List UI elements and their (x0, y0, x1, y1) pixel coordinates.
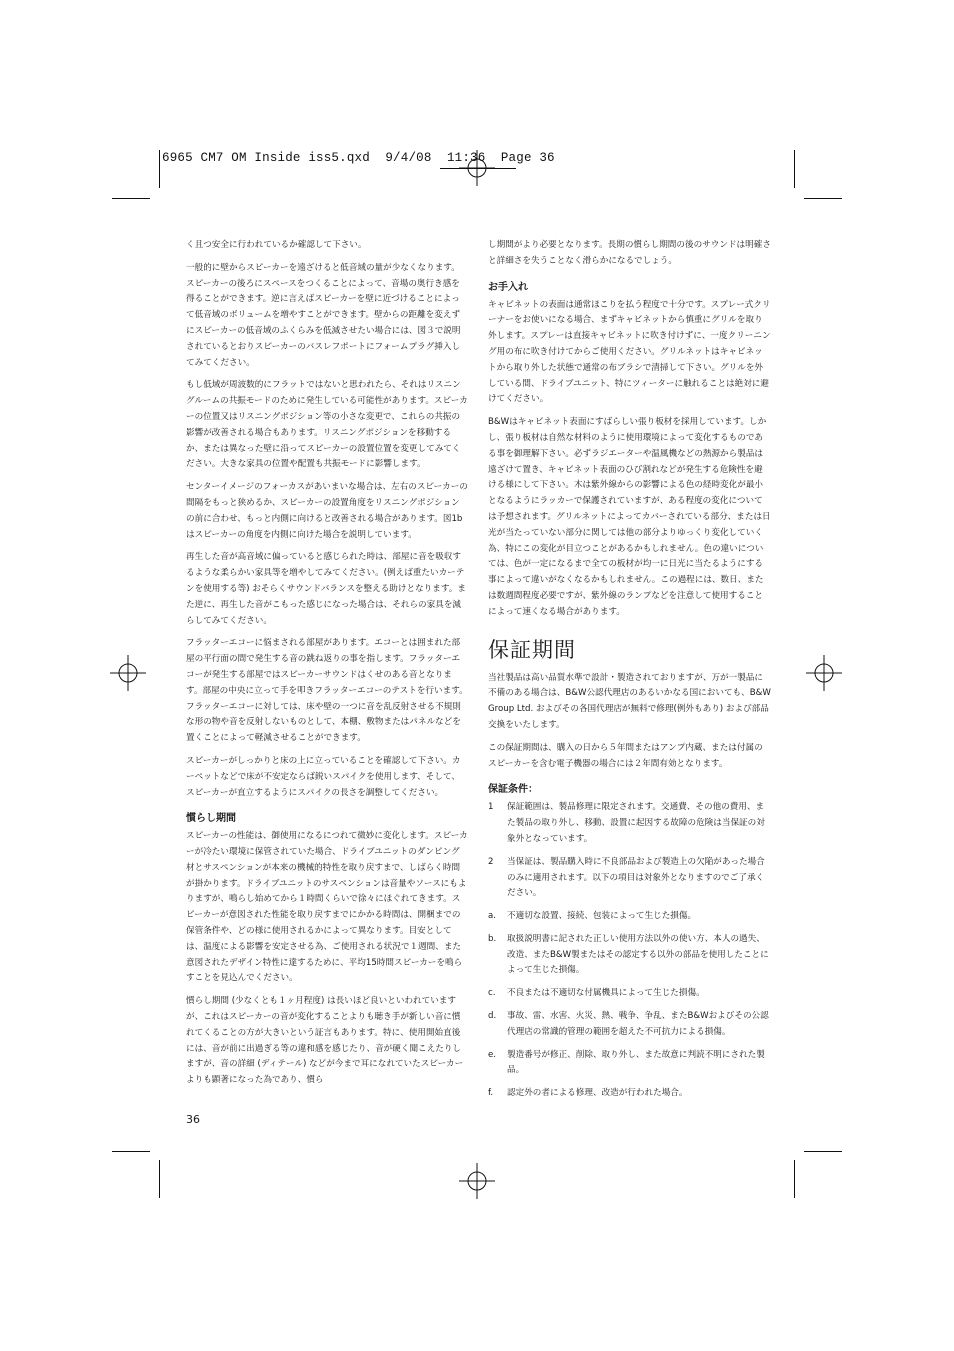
list-marker: f. (488, 1088, 494, 1099)
paragraph: 当社製品は高い品質水準で設計・製造されておりますが、万が一製品に不備のある場合は、B&W公認代理店のあるいかなる国においても、B&W Group Ltd. およびその各国代理店が無料で修理(例外もあり) および部品交換をいたします。 (488, 672, 771, 730)
registration-mark-icon (459, 150, 495, 186)
list-item (488, 986, 771, 1002)
paragraph: この保証期間は、購入の日から５年間またはアンプ内蔵、または付属のスピーカーを含む電子機器の場合には２年間有効となります。 (488, 742, 763, 769)
paragraph: もし低域が周波数的にフラットではないと思われたら、それはリスニングルームの共振モードのために発生している可能性があります。スピーカーの位置又はリスニングポジション等の小さな変更で、これらの共振の影響が改善される場合もあります。リスニングポジションを移動するか、または異なった壁に沿ってスピーカーの設置位置を変更してみてください。大きな家具の位置や配置も共振モードに影響します。 (186, 380, 468, 470)
section-heading-breakin: 慣らし期間 (186, 813, 236, 825)
crop-mark (112, 1151, 150, 1152)
section-heading-warranty: 保証期間 (488, 637, 576, 662)
crop-mark (794, 1160, 795, 1198)
list-item-text: 製造番号が修正、削除、取り外し、また故意に判読不明にされた製品。 (507, 1049, 765, 1076)
list-marker: e. (488, 1049, 497, 1060)
paragraph: し期間がより必要となります。長期の慣らし期間の後のサウンドは明確さと詳細さを失うことなく滑らかになるでしょう。 (488, 240, 771, 266)
paragraph: 慣らし期間 (少なくとも１ヶ月程度) は長いほど良いといわれていますが、これはスピーカーの音が変化することよりも聴き手が新しい音に慣れてくることの方が大きいという証言もあります。特に、使用開始直後には、音が前に出過ぎる等の違和感を感じたり、音が硬く聞こえたりしますが、音の詳細 (ディテール) などが今まで耳になれていたスピーカーよりも顕著になった為であり、慣ら (186, 996, 464, 1086)
crop-mark (804, 198, 842, 199)
list-item-text: 事故、雷、水害、火災、熱、戦争、争乱、またB&Wおよびその公認代理店の常識的管理の範囲を超えた不可抗力による損傷。 (507, 1011, 769, 1037)
list-item-text: 不適切な設置、接続、包装によって生じた損傷。 (507, 911, 697, 922)
page-number: 36 (186, 1113, 200, 1126)
list-marker: a. (488, 911, 496, 922)
list-item-text: 保証範囲は、製品修理に限定されます。交通費、その他の費用、また製品の取り外し、移動、設置に起因する故障の危険は当保証の対象外となっています。 (507, 802, 765, 844)
paragraph: 再生した音が高音域に偏っていると感じられた時は、部屋に音を吸収するような柔らかい家具等を増やしてみてください。(例えば重たいカーテンを使用する等) おそらくサウンドバランスを整える助けとなります。また逆に、再生した音がこもった感じになった場合は、それらの家具を減らしてみてください。 (186, 552, 466, 626)
list-marker: 1 (488, 802, 494, 813)
paragraph: 一般的に壁からスピーカーを遠ざけると低音域の量が少なくなります。スピーカーの後ろにスペースをつくることによって、音場の奥行き感を得ることができます。逆に言えばスピーカーを壁に近づけることによって低音域のボリュームを増やすことができます。壁からの距離を変えずにスピーカーの低音域のふくらみを低減させたい場合には、図３で説明されているとおりスピーカーのバスレフポートにフォームプラグ挿入してみてください。 (186, 262, 461, 368)
list-marker: c. (488, 988, 496, 999)
section-heading-care: お手入れ (488, 281, 528, 293)
paragraph: B&Wはキャビネット表面にすばらしい張り板材を採用しています。しかし、張り板材は自然な材料のように使用環境によって変化するものである事を御理解下さい。必ずラジエーターや温風機などの熱源から製品は遠ざけて置き、キャビネット表面のひび割れなどが発生する危険性を避ける様にして下さい。木は紫外線からの影響による色の経時変化が最小となるようにラッカーで保護されていますが、ある程度の変化については予想されます。グリルネットによってカバーされている部分、または日光が当たっていない部分に関しては他の部分よりゆっくり変化していく為、特にこの変化が目立つことがあるかもしれません。色の違いについては、色が一定になるまで全ての板材が均一に日光に当たるようにする事によって違いがなくなるかもしれません。この過程には、数日、または数週間程度必要ですが、紫外線のランプなどを注意して使用することによって速くなる場合があります。 (488, 417, 771, 617)
list-item-text: 取扱説明書に記された正しい使用方法以外の使い方、本人の過失、改造、またB&W製またはその認定する以外の部品を使用したことによって生じた損傷。 (507, 933, 769, 976)
left-column (186, 238, 468, 1096)
list-item (488, 909, 771, 925)
list-item (488, 932, 771, 979)
list-item-text: 当保証は、製品購入時に不良部品および製造上の欠陥があった場合のみに適用されます。以下の項目は対象外となりますのでご了承ください。 (507, 856, 765, 899)
crop-mark (804, 1151, 842, 1152)
list-item (488, 1086, 771, 1102)
list-item-text: 不良または不適切な付属機具によって生じた損傷。 (507, 988, 705, 999)
crop-mark (794, 150, 795, 188)
list-item (488, 1009, 771, 1041)
list-marker: 2 (488, 856, 494, 867)
list-item (488, 855, 771, 902)
list-item (488, 1048, 771, 1080)
paragraph: スピーカーがしっかりと床の上に立っていることを確認して下さい。カーペットなどで床が不安定ならば鋭いスパイクを使用します、そして、スピーカーが直立するようにスパイクの長さを調整してください。 (186, 755, 461, 798)
list-item-text: 認定外の者による修理、改造が行われた場合。 (507, 1088, 688, 1099)
list-item (488, 800, 771, 847)
paragraph: く且つ安全に行われているか確認して下さい。 (186, 240, 367, 250)
list-marker: b. (488, 933, 497, 944)
paragraph: スピーカーの性能は、御使用になるにつれて微妙に変化します。スピーカーが冷たい環境に保管されていた場合、ドライブユニットのダンピング材とサスペンションが本来の機械的特性を取り戻すまで、しばらく時間が掛かります。ドライブユニットのサスペンションは音量やソースにもよりますが、鳴らし始めてから１時間くらいで徐々にほぐれてきます。スピーカーが意図された性能を取り戻すまでにかかる時間は、開梱までの保管条件や、どの様に使用されるかによって異なります。目安としては、温度による影響を安定させる為、ご使用される状況で１週間、また意図されたデザイン特性に達するために、平均15時間スピーカーを鳴らすことを見込んでください。 (186, 831, 468, 984)
registration-mark-icon (459, 1163, 495, 1199)
right-column (488, 238, 771, 1109)
section-heading-conditions: 保証条件： (488, 784, 538, 796)
crop-mark (159, 150, 160, 188)
paragraph: センターイメージのフォーカスがあいまいな場合は、左右のスピーカーの間隔をもっと狭めるか、スピーカーの設置角度をリスニングポジションの前に合わせ、もっと内側に向けると改善される場合があります。図1bはスピーカーの角度を内側に向けた場合を説明しています。 (186, 482, 468, 540)
print-file-header: 6965 CM7 OM Inside iss5.qxd 9/4/08 11:36 Page 36 (162, 151, 555, 165)
paragraph: キャビネットの表面は通常ほこりを払う程度で十分です。スプレー式クリーナーをお使いになる場合、まずキャビネットから慎重にグリルを取り外します。スプレーは直接キャビネットに吹き付けずに、一度クリーニング用の布に吹き付けてからご使用ください。グリルネットはキャビネットから取り外した状態で通常の布ブラシで清掃して下さい。グリルを外している間、ドライブユニット、特にツィーターに触れることは絶対に避けてください。 (488, 299, 771, 405)
crop-mark (112, 198, 150, 199)
paragraph: フラッターエコーに悩まされる部屋があります。エコーとは囲まれた部屋の平行面の間で発生する音の跳ね返りの事を指します。フラッターエコーが発生する部屋ではスピーカーサウンドはくせのある音となります。部屋の中央に立って手を叩きフラッターエコーのテストを行います。フラッターエコーに対しては、床や壁の一つに音を乱反射させる不規則な形の物や音を反射しないものとして、本棚、敷物またはパネルなどを置くことによって軽減させることができます。 (186, 638, 468, 744)
list-marker: d. (488, 1011, 497, 1022)
registration-mark-icon (110, 655, 146, 691)
crop-mark (159, 1160, 160, 1198)
registration-mark-icon (806, 655, 842, 691)
